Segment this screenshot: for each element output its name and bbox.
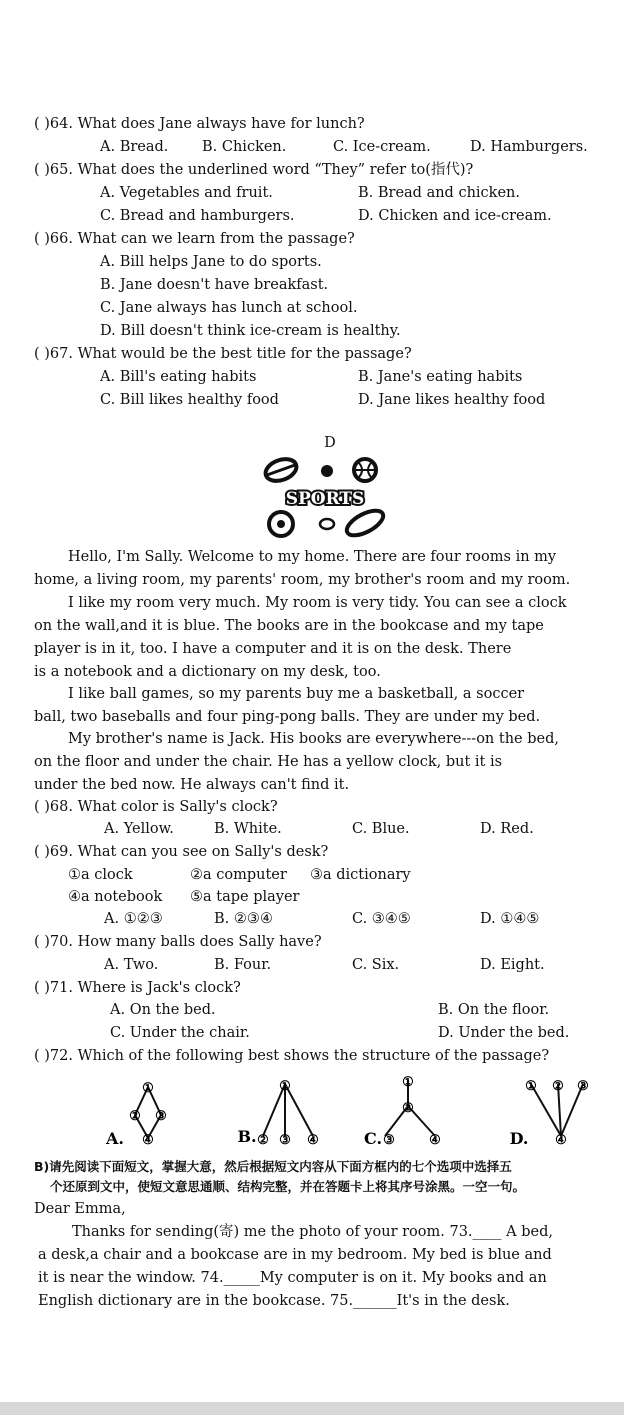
choice-item: ②a computer xyxy=(190,867,287,883)
instructions: B)请先阅读下面短文，掌握大意，然后根据短文内容从下面方框内的七个选项中选择五 xyxy=(34,1159,512,1174)
option: A. Vegetables and fruit. xyxy=(100,185,273,201)
option: B. On the floor. xyxy=(438,1002,550,1018)
sports-title: SPORTS xyxy=(285,489,365,509)
diagram-label-b: B. xyxy=(237,1127,257,1146)
passage-line: under the bed now. He always can't find it. xyxy=(34,777,350,793)
option: B. Bread and chicken. xyxy=(358,185,520,201)
question-67: ( )67. What would be the best title for the passage? xyxy=(34,346,412,362)
node: ④ xyxy=(429,1133,441,1148)
node: ③ xyxy=(155,1109,167,1124)
passage-line: My brother's name is Jack. His books are everywhere---on the bed, xyxy=(68,731,559,747)
option: A. Two. xyxy=(104,957,159,973)
node: ③ xyxy=(383,1133,395,1148)
passage-line: home, a living room, my parents' room, my brother's room and my room. xyxy=(34,572,571,588)
passage-line: on the floor and under the chair. He has a yellow clock, but it is xyxy=(34,754,503,770)
option: A. ①②③ xyxy=(104,911,163,927)
option: A. Yellow. xyxy=(104,821,174,837)
node: ④ xyxy=(555,1133,567,1148)
option: A. Bill helps Jane to do sports. xyxy=(100,254,322,270)
option: C. Ice-cream. xyxy=(333,139,431,155)
passage-line: is a notebook and a dictionary on my desk, too. xyxy=(34,664,381,680)
option: D. Chicken and ice-cream. xyxy=(358,208,552,224)
diagram-label-d: D. xyxy=(509,1129,529,1148)
letter-line: Thanks for sending(寄) me the photo of your room. 73.____ A bed, xyxy=(72,1224,553,1240)
option: D. Red. xyxy=(480,821,534,837)
option: C. Jane always has lunch at school. xyxy=(100,300,358,316)
node: ① xyxy=(279,1079,291,1094)
choice-item: ④a notebook xyxy=(68,889,163,905)
question-64: ( )64. What does Jane always have for lunch? xyxy=(34,116,365,132)
rugby-ball-icon xyxy=(263,455,300,485)
option: B. Chicken. xyxy=(202,139,287,155)
option: C. Six. xyxy=(352,957,400,973)
diagram-label-c: C. xyxy=(363,1129,383,1148)
section-letter: D xyxy=(324,435,336,451)
option: B. White. xyxy=(214,821,282,837)
passage-line: player is in it, too. I have a computer and it is on the desk. There xyxy=(34,641,512,657)
option: D. Bill doesn't think ice-cream is healthy. xyxy=(100,323,401,339)
structure-diagrams xyxy=(95,1070,605,1150)
basketball-icon xyxy=(354,459,376,481)
option: A. On the bed. xyxy=(110,1002,216,1018)
node: ① xyxy=(525,1079,537,1094)
option: B. Four. xyxy=(214,957,272,973)
choice-item: ⑤a tape player xyxy=(190,889,300,905)
page-bottom-bar xyxy=(0,1402,624,1415)
node: ② xyxy=(552,1079,564,1094)
choice-item: ③a dictionary xyxy=(310,867,411,883)
ball-icon xyxy=(321,465,333,477)
node: ③ xyxy=(577,1079,589,1094)
question-70: ( )70. How many balls does Sally have? xyxy=(34,934,322,950)
sports-logo xyxy=(255,455,395,540)
passage-line: Hello, I'm Sally. Welcome to my home. There are four rooms in my xyxy=(68,549,557,565)
node: ② xyxy=(129,1109,141,1124)
option: D. ①④⑤ xyxy=(480,911,540,927)
passage-line: I like ball games, so my parents buy me a basketball, a soccer xyxy=(68,686,525,702)
passage-line: ball, two baseballs and four ping-pong balls. They are under my bed. xyxy=(34,709,541,725)
passage-line: I like my room very much. My room is very tidy. You can see a clock xyxy=(68,595,567,611)
node: ① xyxy=(402,1075,414,1090)
letter-line: English dictionary are in the bookcase. 75.______It's in the desk. xyxy=(38,1293,510,1309)
passage-line: on the wall,and it is blue. The books are in the bookcase and my tape xyxy=(34,618,544,634)
node: ① xyxy=(142,1081,154,1096)
option: C. Blue. xyxy=(352,821,410,837)
letter-greeting: Dear Emma, xyxy=(34,1201,126,1217)
node: ④ xyxy=(142,1133,154,1148)
option: A. Bread. xyxy=(100,139,169,155)
option: C. Under the chair. xyxy=(110,1025,250,1041)
instructions: 个还原到文中，使短文意思通顺、结构完整，并在答题卡上将其序号涂黑。一空一句。 xyxy=(50,1179,526,1194)
question-65: ( )65. What does the underlined word “They” refer to(指代)? xyxy=(34,162,474,178)
question-72: ( )72. Which of the following best shows the structure of the passage? xyxy=(34,1048,550,1064)
letter-line: it is near the window. 74._____My computer is on it. My books and an xyxy=(38,1270,547,1286)
soccer-ball-icon xyxy=(269,512,293,536)
question-66: ( )66. What can we learn from the passage? xyxy=(34,231,355,247)
choice-item: ①a clock xyxy=(68,867,133,883)
option: C. ③④⑤ xyxy=(352,911,411,927)
option: D. Jane likes healthy food xyxy=(358,392,546,408)
option: D. Eight. xyxy=(480,957,545,973)
diagram-label-a: A. xyxy=(106,1129,124,1148)
question-69: ( )69. What can you see on Sally's desk? xyxy=(34,844,329,860)
node: ② xyxy=(402,1101,414,1116)
node: ④ xyxy=(307,1133,319,1148)
node: ③ xyxy=(279,1133,291,1148)
option: C. Bill likes healthy food xyxy=(100,392,279,408)
option: B. Jane doesn't have breakfast. xyxy=(100,277,329,293)
option: A. Bill's eating habits xyxy=(100,369,257,385)
node: ② xyxy=(257,1133,269,1148)
option: B. Jane's eating habits xyxy=(358,369,523,385)
option: B. ②③④ xyxy=(214,911,273,927)
football-icon xyxy=(343,506,387,540)
question-71: ( )71. Where is Jack's clock? xyxy=(34,980,241,996)
option: D. Hamburgers. xyxy=(470,139,588,155)
option: C. Bread and hamburgers. xyxy=(100,208,295,224)
letter-line: a desk,a chair and a bookcase are in my bedroom. My bed is blue and xyxy=(38,1247,552,1263)
option: D. Under the bed. xyxy=(438,1025,570,1041)
question-68: ( )68. What color is Sally's clock? xyxy=(34,799,278,815)
ping-pong-ball-icon xyxy=(320,519,334,529)
